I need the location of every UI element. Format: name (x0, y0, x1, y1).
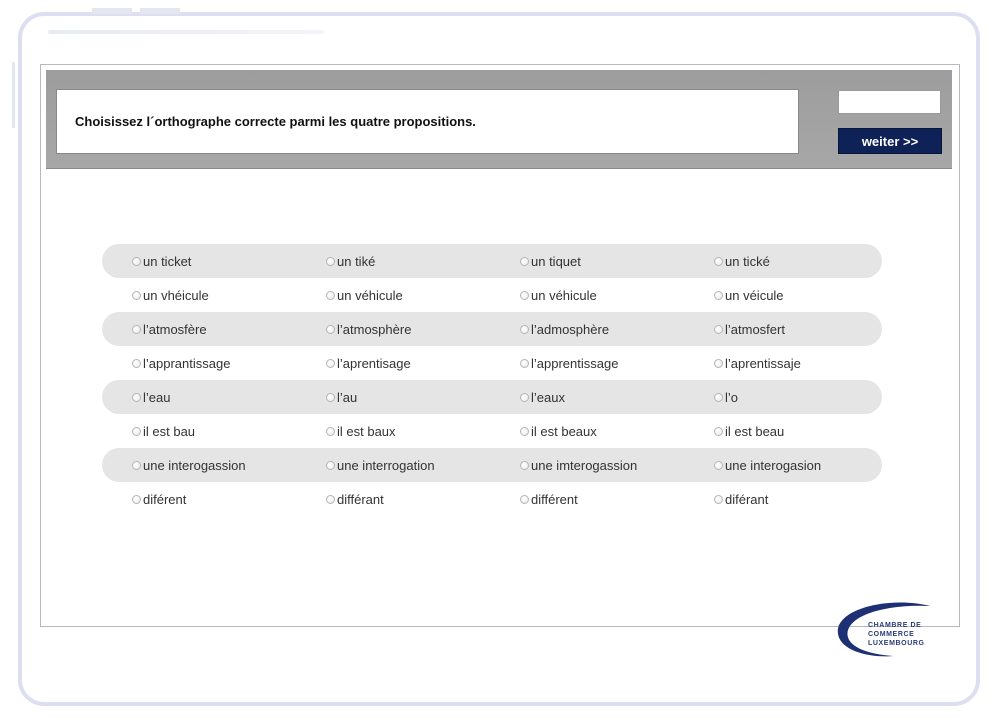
option-row (102, 414, 882, 448)
option-label: l’atmosfert (725, 321, 785, 337)
radio-button[interactable] (714, 325, 723, 334)
option-row (102, 312, 882, 346)
radio-button[interactable] (714, 359, 723, 368)
option[interactable] (520, 380, 565, 414)
radio-button[interactable] (132, 495, 141, 504)
option-label: il est beaux (531, 423, 597, 439)
option-label: un véhicule (531, 287, 597, 303)
option-label: un tické (725, 253, 770, 269)
option[interactable] (714, 278, 784, 312)
question-prompt: Choisissez l´orthographe correcte parmi les quatre propositions. (75, 114, 476, 129)
radio-button[interactable] (714, 257, 723, 266)
radio-button[interactable] (714, 461, 723, 470)
option[interactable] (520, 482, 578, 516)
option-label: un véhicule (337, 287, 403, 303)
next-button[interactable]: weiter >> (838, 128, 942, 154)
radio-button[interactable] (326, 495, 335, 504)
option[interactable] (326, 346, 411, 380)
option[interactable] (520, 414, 597, 448)
radio-button[interactable] (326, 359, 335, 368)
option-row (102, 448, 882, 482)
radio-button[interactable] (326, 257, 335, 266)
option[interactable] (326, 312, 411, 346)
option-label: diférant (725, 491, 769, 507)
radio-button[interactable] (714, 427, 723, 436)
option-label: il est bau (143, 423, 196, 439)
option-label: l’admosphère (531, 321, 610, 337)
radio-button[interactable] (132, 393, 141, 402)
option[interactable] (714, 244, 770, 278)
option[interactable] (326, 278, 403, 312)
option-label: un tiquet (531, 253, 581, 269)
option-label: l’apprentissage (531, 355, 619, 371)
radio-button[interactable] (326, 393, 335, 402)
option-label: l’aprentissaje (725, 355, 801, 371)
logo-line-2: COMMERCE (868, 631, 915, 638)
option[interactable] (714, 448, 821, 482)
option-label: l’atmosphère (337, 321, 412, 337)
option-label: une interogasion (725, 457, 822, 473)
option-label: l’eaux (531, 389, 565, 405)
logo-line-1: CHAMBRE DE (868, 622, 922, 629)
radio-button[interactable] (132, 359, 141, 368)
options-grid (102, 244, 882, 516)
option[interactable] (714, 380, 738, 414)
question-box (56, 89, 799, 154)
radio-button[interactable] (520, 359, 529, 368)
side-stub (12, 62, 15, 128)
option-row (102, 244, 882, 278)
option[interactable] (132, 482, 186, 516)
option-label: il est baux (337, 423, 396, 439)
option-label: un ticket (143, 253, 192, 269)
radio-button[interactable] (132, 325, 141, 334)
faded-breadcrumb (48, 30, 324, 34)
radio-button[interactable] (326, 427, 335, 436)
option-label: il est beau (725, 423, 785, 439)
radio-button[interactable] (326, 325, 335, 334)
option[interactable] (132, 278, 209, 312)
radio-button[interactable] (520, 291, 529, 300)
option[interactable] (714, 482, 768, 516)
option[interactable] (714, 346, 801, 380)
option[interactable] (132, 346, 230, 380)
option-label: une imterogassion (531, 457, 638, 473)
radio-button[interactable] (132, 291, 141, 300)
option-label: un véicule (725, 287, 784, 303)
option[interactable] (326, 414, 396, 448)
option-label: différant (337, 491, 384, 507)
option-label: une interrogation (337, 457, 435, 473)
logo-line-3: LUXEMBOURG (868, 640, 925, 647)
option-label: l’au (337, 389, 358, 405)
radio-button[interactable] (132, 257, 141, 266)
option[interactable] (132, 312, 207, 346)
radio-button[interactable] (326, 291, 335, 300)
option[interactable] (326, 482, 384, 516)
option[interactable] (132, 244, 191, 278)
option-label: différent (531, 491, 578, 507)
option-label: diférent (143, 491, 187, 507)
option-label: l’atmosfère (143, 321, 207, 337)
radio-button[interactable] (132, 427, 141, 436)
option[interactable] (520, 278, 597, 312)
option-row (102, 380, 882, 414)
option[interactable] (520, 448, 637, 482)
radio-button[interactable] (326, 461, 335, 470)
option[interactable] (520, 346, 618, 380)
option-label: un tiké (337, 253, 376, 269)
radio-button[interactable] (714, 393, 723, 402)
radio-button[interactable] (132, 461, 141, 470)
tab-stub (140, 8, 180, 14)
option-row (102, 346, 882, 380)
option-label: l’apprantissage (143, 355, 231, 371)
option[interactable] (714, 312, 785, 346)
radio-button[interactable] (520, 461, 529, 470)
radio-button[interactable] (520, 495, 529, 504)
answer-field[interactable] (838, 90, 941, 114)
option[interactable] (132, 448, 246, 482)
tab-stub (92, 8, 132, 14)
option-label: un vhéicule (143, 287, 209, 303)
option[interactable] (520, 312, 609, 346)
radio-button[interactable] (520, 427, 529, 436)
option-label: l’eau (143, 389, 171, 405)
option-row (102, 482, 882, 516)
radio-button[interactable] (714, 291, 723, 300)
radio-button[interactable] (520, 325, 529, 334)
option[interactable] (326, 448, 435, 482)
option[interactable] (132, 414, 195, 448)
option[interactable] (714, 414, 784, 448)
option[interactable] (326, 380, 357, 414)
option-label: l’aprentisage (337, 355, 411, 371)
option[interactable] (520, 244, 581, 278)
option-label: une interogassion (143, 457, 246, 473)
option[interactable] (326, 244, 375, 278)
option-row (102, 278, 882, 312)
radio-button[interactable] (520, 257, 529, 266)
radio-button[interactable] (714, 495, 723, 504)
option[interactable] (132, 380, 170, 414)
option-label: l’o (725, 389, 739, 405)
radio-button[interactable] (520, 393, 529, 402)
